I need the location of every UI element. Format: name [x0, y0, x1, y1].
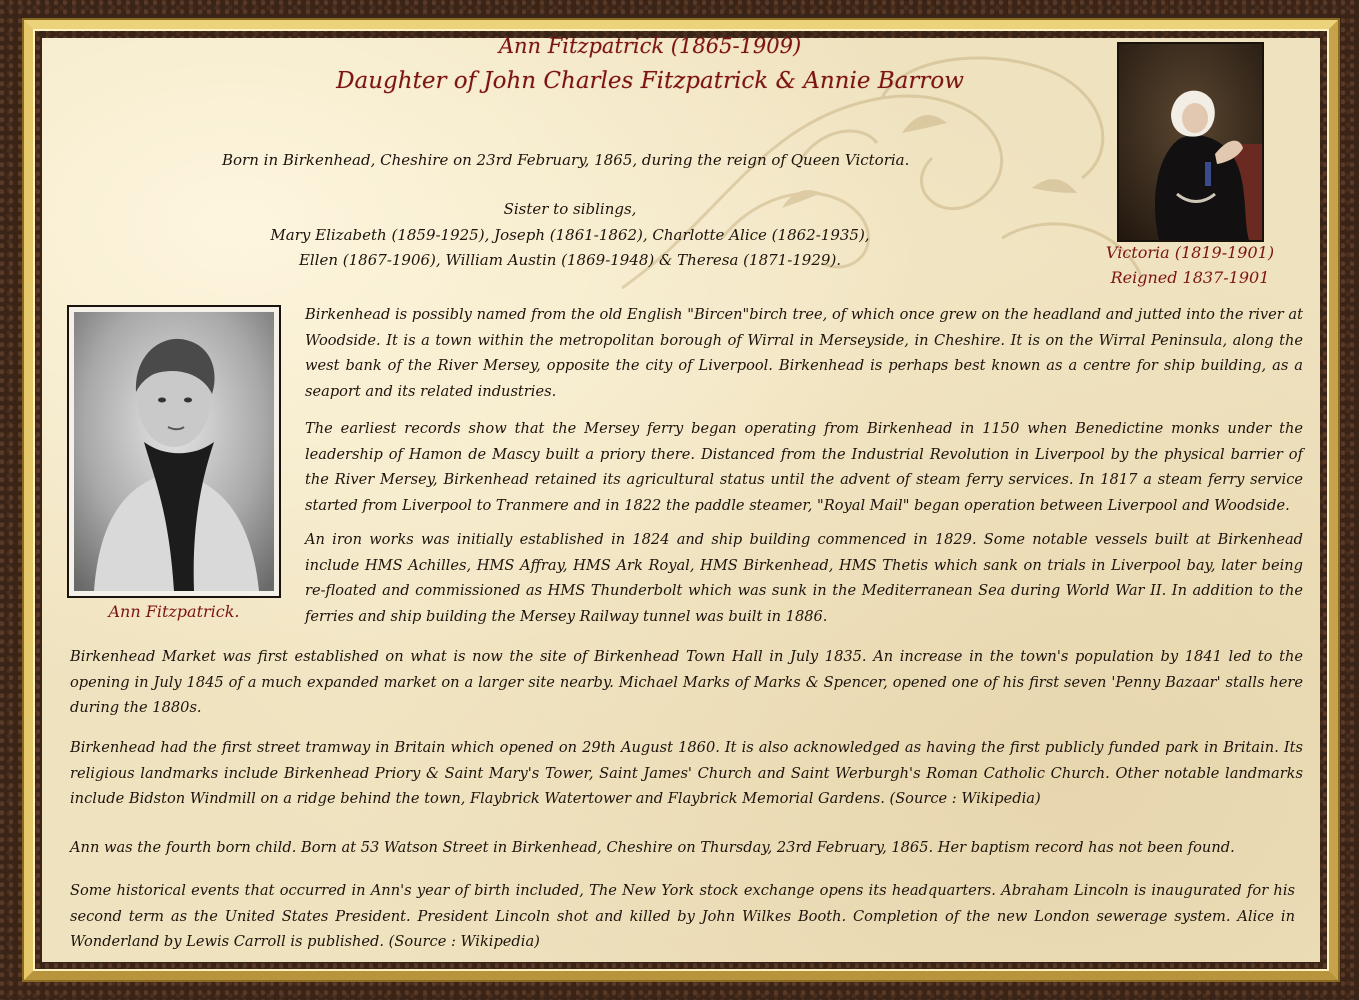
paragraph-market: Birkenhead Market was first established on what is now the site of Birkenhead Town Hall in July 1835. An increase in the town's population by 1841 led to the opening in July 1845 of a much expanded market on a larger site nearby. Michael Marks of Marks & Spencer, opened one of his first seven 'Penny Bazaar' stalls here during the 1880s. — [70, 648, 1303, 716]
paragraph-origin: Birkenhead is possibly named from the old English "Bircen"birch tree, of which once grew on the headland and jutted into the river at Woodside. It is a town within the metropolitan borough of Wirral in Merseyside, in Cheshire. It is on the Wirral Peninsula, along the west bank of the River Mersey, opposite the city of Liverpool. Birkenhead is perhaps best known as a centre for ship building, as a seaport and its related industries. — [305, 306, 1303, 400]
ann-fitzpatrick-portrait — [67, 305, 281, 598]
victoria-painting — [1119, 44, 1262, 240]
paragraph-historical-events: Some historical events that occurred in Ann's year of birth included, The New York stock exchange opens its headquarters. Abraham Lincoln is inaugurated for his second term as the United States President. President Lincoln shot and killed by John Wilkes Booth. Completion of the new London sewerage system. Alice in Wonderland by Lewis Carroll is published. (Source : Wikipedia) — [70, 882, 1295, 950]
siblings-line-2: Ellen (1867-1906), William Austin (1869-1948) & Theresa (1871-1929). — [298, 251, 842, 269]
paragraph-ferry: The earliest records show that the Mersey ferry began operating from Birkenhead in 1150 when Benedictine monks under the leadership of Hamon de Mascy built a priory there. Distanced from the Industrial Revolution in Liverpool by the physical barrier of the River Mersey, Birkenhead retained its agricultural status until the advent of steam ferry services. In 1817 a steam ferry service started from Liverpool to Tranmere and in 1822 the paddle steamer, "Royal Mail" began operation between Liverpool and Woodside. — [305, 420, 1303, 514]
page-title: Ann Fitzpatrick (1865-1909) — [498, 34, 802, 58]
siblings-intro: Sister to siblings, — [503, 200, 637, 218]
siblings-line-1: Mary Elizabeth (1859-1925), Joseph (1861-1862), Charlotte Alice (1862-1935), — [270, 226, 870, 244]
birth-line: Born in Birkenhead, Cheshire on 23rd February, 1865, during the reign of Queen Victoria. — [222, 151, 910, 169]
paragraph-landmarks: Birkenhead had the first street tramway in Britain which opened on 29th August 1860. It is also acknowledged as having the first publicly funded park in Britain. Its religious landmarks include Birkenhead Priory & Saint Mary's Tower, Saint James' Church and Saint Werburgh's Roman Catholic Church. Other notable landmarks include Bidston Windmill on a ridge behind the town, Flaybrick Watertower and Flaybrick Memorial Gardens. (Source : Wikipedia) — [70, 739, 1303, 807]
victoria-caption-dates: Victoria (1819-1901) — [1105, 243, 1275, 262]
queen-victoria-portrait — [1117, 42, 1264, 242]
ann-photo — [74, 312, 274, 591]
paragraph-birth-details: Ann was the fourth born child. Born at 53 Watson Street in Birkenhead, Cheshire on Thursday, 23rd February, 1865. Her baptism record has not been found. — [70, 839, 1235, 856]
victoria-caption-reign: Reigned 1837-1901 — [1110, 268, 1270, 287]
portrait-caption: Ann Fitzpatrick. — [108, 602, 240, 621]
paragraph-shipbuilding: An iron works was initially established in 1824 and ship building commenced in 1829. Some notable vessels built at Birkenhead include HMS Achilles, HMS Affray, HMS Ark Royal, HMS Birkenhead, HMS Thetis which sank on trials in Liverpool bay, later being re-floated and commissioned as HMS Thunderbolt which was sunk in the Mediterranean Sea during World War II. In addition to the ferries and ship building the Mersey Railway tunnel was built in 1886. — [305, 531, 1303, 625]
page-subtitle: Daughter of John Charles Fitzpatrick & Annie Barrow — [336, 68, 964, 94]
